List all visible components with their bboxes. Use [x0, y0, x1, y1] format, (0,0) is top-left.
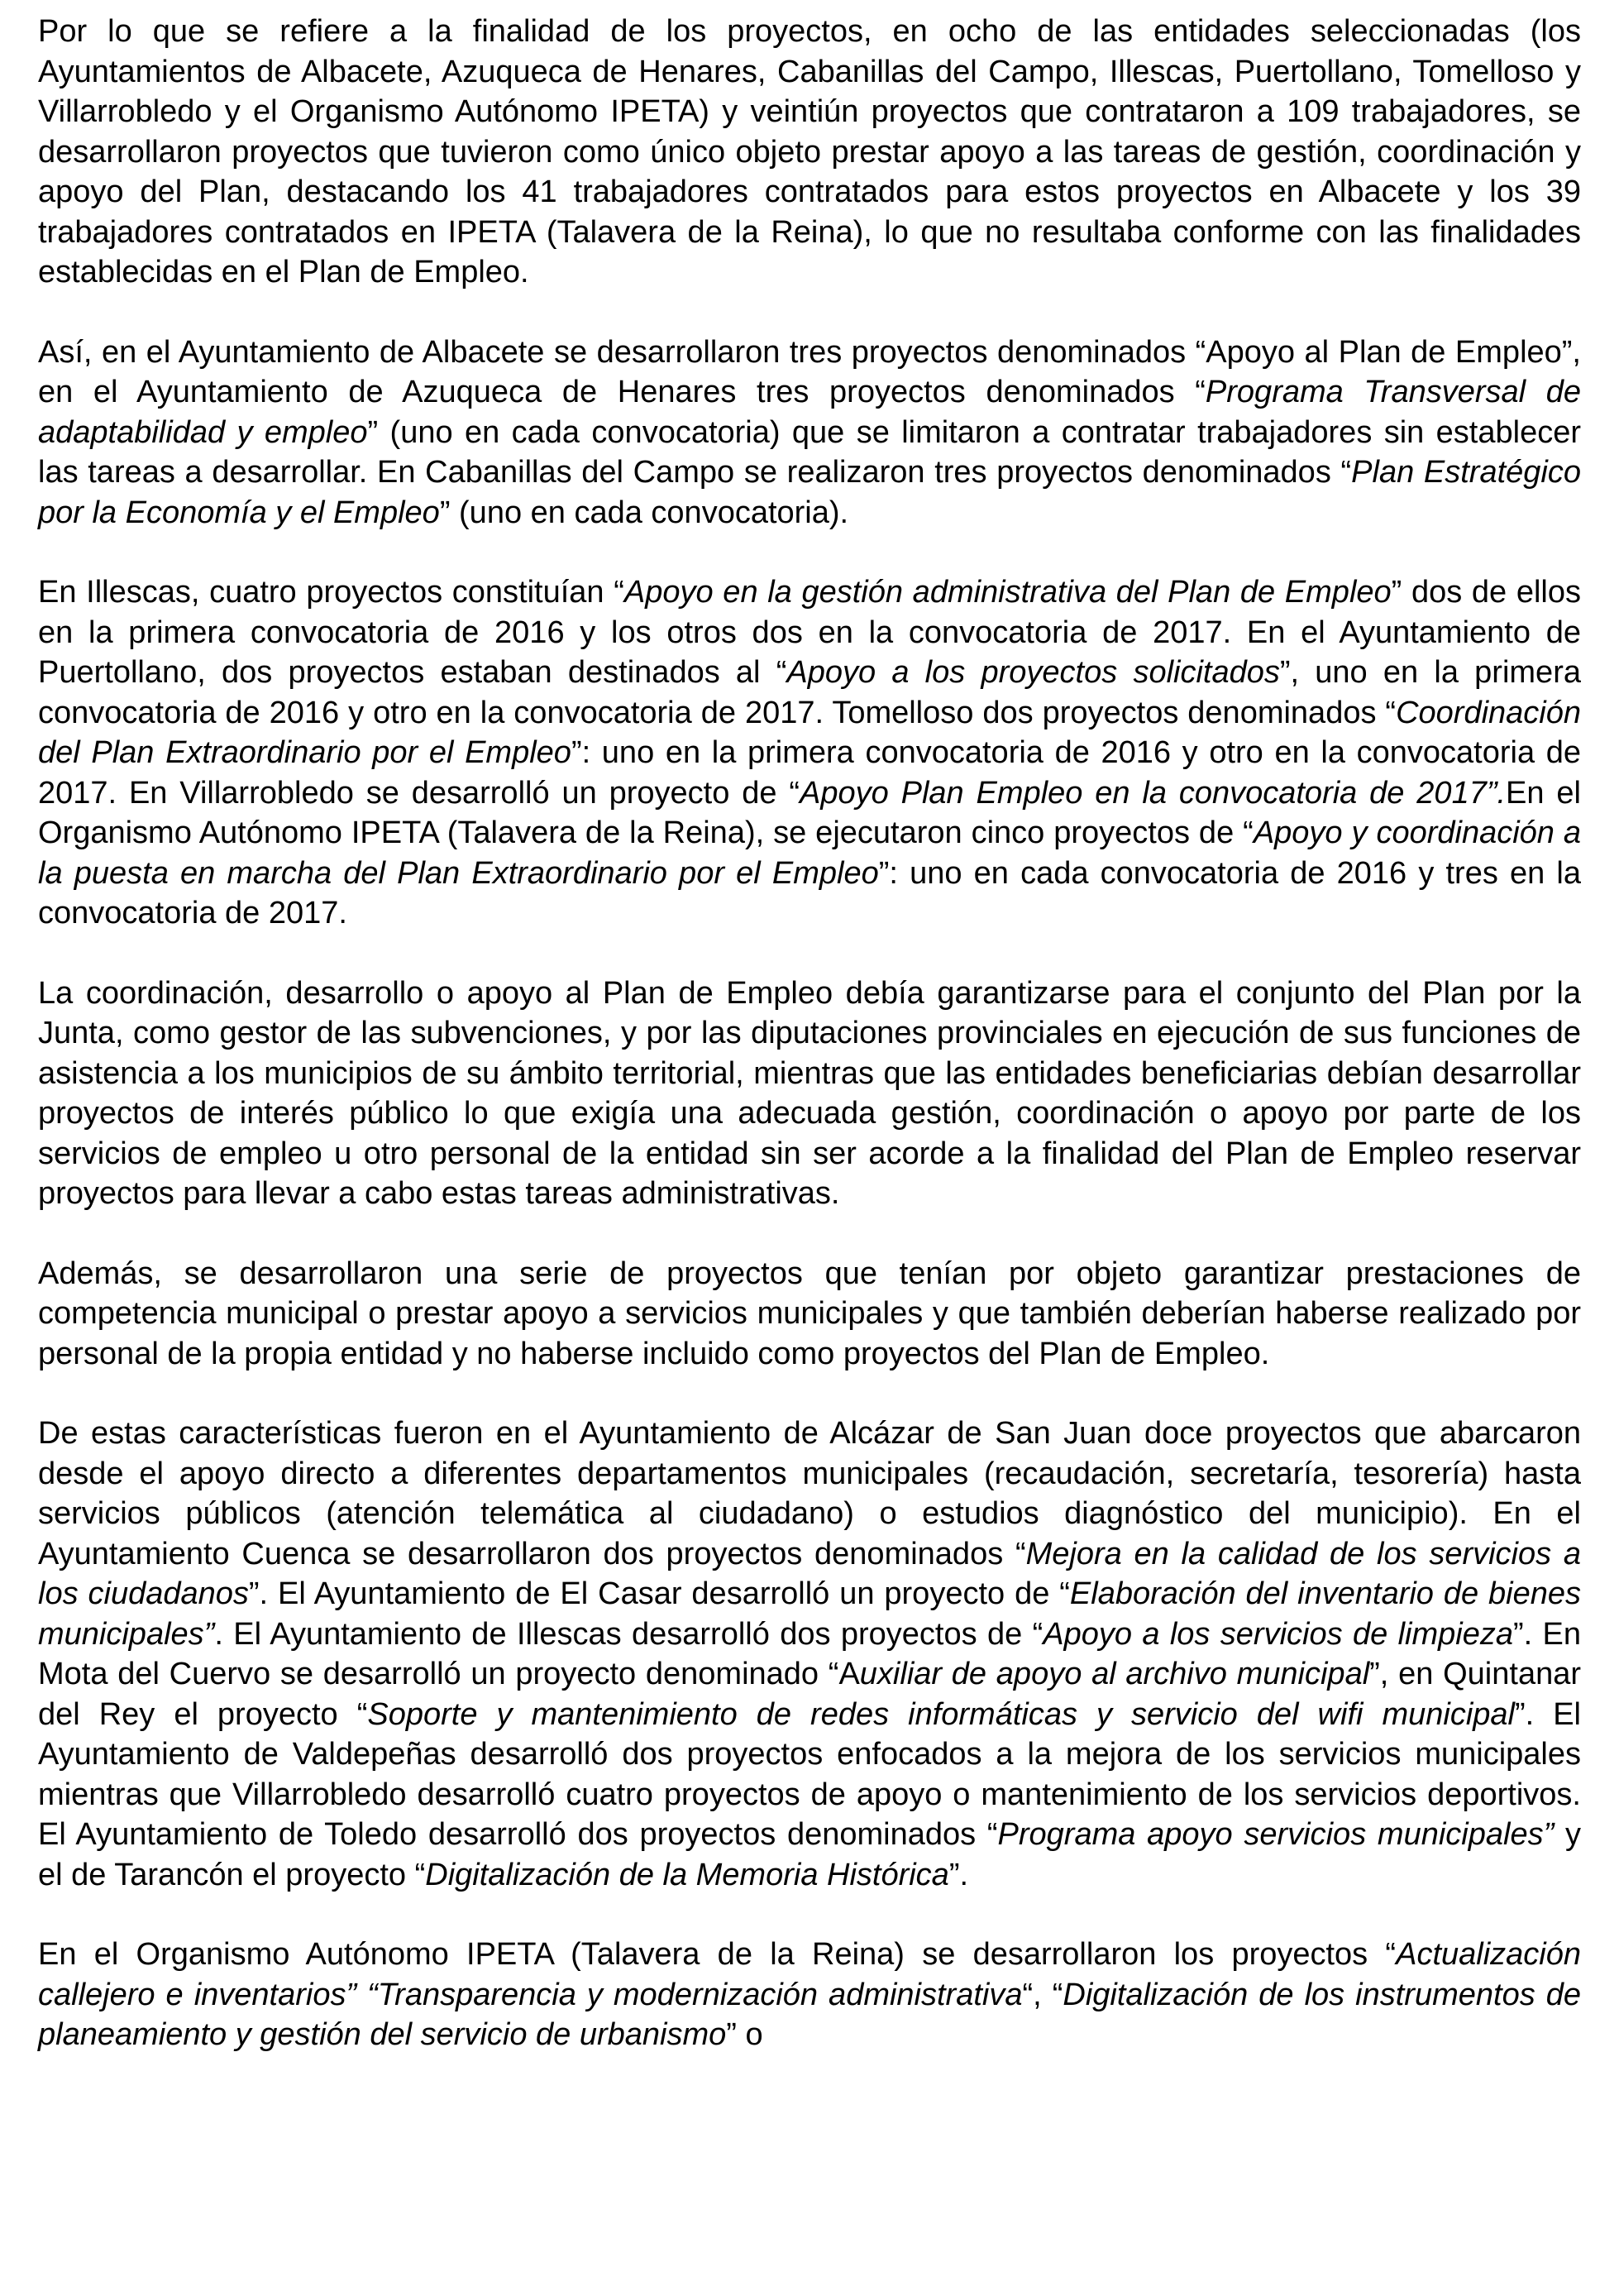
- italic-text: Actualización callejero e inventarios” “Transparencia y modernización administrativa: [38, 1937, 1581, 2012]
- italic-text: Apoyo Plan Empleo en la convocatoria de 2017”.: [800, 775, 1507, 811]
- text-segment: ”. En Mota del Cuervo se desarrolló un proyecto denominado “A: [38, 1616, 1582, 1691]
- italic-text: Coordinación del Plan Extraordinario por el Empleo: [38, 695, 1581, 770]
- text-segment: ” (uno en cada convocatoria) que se limitaron a contratar trabajadores sin establecer las tareas a desarrollar. En Cabanillas del Campo se realizaron tres proyectos denominados “: [38, 414, 1581, 490]
- paragraph: [38, 973, 1581, 1214]
- text-segment: ” o: [726, 2017, 763, 2052]
- italic-text: Mejora en la calidad de los servicios a los ciudadanos: [38, 1536, 1582, 1611]
- text-segment: ”: uno en la primera convocatoria de 2016 y otro en la convocatoria de 2017. En Villarrobledo se desarrolló un proyecto de “: [38, 735, 1581, 811]
- italic-text: Digitalización de los instrumentos de planeamiento y gestión del servicio de urbanismo: [38, 1977, 1581, 2052]
- text-segment: Por lo que se refiere a la finalidad de los proyectos, en ocho de las entidades seleccionadas (los Ayuntamientos de Albacete, Azuqueca de Henares, Cabanillas del Campo, Illescas, Puertollano, Tomelloso y Villarrobledo y el Organismo Autónomo IPETA) y veintiún proyectos que contrataron a 109 trabajadores, se desarrollaron proyectos que tuvieron como único objeto prestar apoyo a las tareas de gestión, coordinación y apoyo del Plan, destacando los 41 trabajadores contratados para estos proyectos en Albacete y los 39 trabajadores contratados en IPETA (Talavera de la Reina), lo que no resultaba conforme con las finalidades establecidas en el Plan de Empleo.: [38, 14, 1581, 289]
- text-segment: “, “: [1022, 1977, 1063, 2012]
- italic-text: Digitalización de la Memoria Histórica: [425, 1857, 949, 1892]
- text-segment: En el Organismo Autónomo IPETA (Talavera de la Reina) se desarrollaron los proyectos “: [38, 1937, 1397, 1972]
- italic-text: Programa apoyo servicios municipales”: [997, 1817, 1555, 1852]
- text-segment: Además, se desarrollaron una serie de proyectos que tenían por objeto garantizar prestaciones de competencia municipal o prestar apoyo a servicios municipales y que también deberían haberse realizado por personal de la propia entidad y no haberse incluido como proyectos del Plan de Empleo.: [38, 1256, 1581, 1371]
- text-segment: ” dos de ellos en la primera convocatoria de 2016 y los otros dos en la convocatoria de 2017. En el Ayuntamiento de Puertollano, dos proyectos estaban destinados al “: [38, 575, 1581, 690]
- document-body: [38, 12, 1581, 2055]
- italic-text: uxiliar de apoyo al archivo municipal: [859, 1657, 1370, 1691]
- italic-text: Apoyo a los servicios de limpieza: [1043, 1616, 1513, 1652]
- italic-text: Plan Estratégico por la Economía y el Empleo: [38, 455, 1581, 530]
- paragraph: [38, 1254, 1581, 1375]
- text-segment: y el de Tarancón el proyecto “: [38, 1817, 1581, 1892]
- paragraph: [38, 12, 1581, 293]
- paragraph: [38, 332, 1581, 533]
- paragraph: [38, 1935, 1581, 2055]
- text-segment: ” (uno en cada convocatoria).: [439, 495, 849, 530]
- italic-text: Elaboración del inventario de bienes municipales”: [38, 1576, 1582, 1652]
- italic-text: Apoyo a los proyectos solicitados: [786, 655, 1280, 690]
- italic-text: Soporte y mantenimiento de redes informáticas y servicio del wifi municipal: [367, 1696, 1515, 1732]
- text-segment: . El Ayuntamiento de Illescas desarrolló dos proyectos de “: [214, 1616, 1044, 1652]
- text-segment: De estas características fueron en el Ayuntamiento de Alcázar de San Juan doce proyectos que abarcaron desde el apoyo directo a diferentes departamentos municipales (recaudación, secretaría, tesorería) hasta servicios públicos (atención telemática al ciudadano) o estudios diagnóstico del municipio). En el Ayuntamiento Cuenca se desarrollaron dos proyectos denominados “: [38, 1416, 1581, 1571]
- text-segment: ”. El Ayuntamiento de Valdepeñas desarrolló dos proyectos enfocados a la mejora de los servicios municipales mientras que Villarrobledo desarrolló cuatro proyectos de apoyo o mantenimiento de los servicios deportivos. El Ayuntamiento de Toledo desarrolló dos proyectos denominados “: [38, 1696, 1582, 1852]
- paragraph: [38, 1413, 1581, 1895]
- text-segment: ”: uno en cada convocatoria de 2016 y tres en la convocatoria de 2017.: [38, 855, 1582, 930]
- text-segment: ”.: [948, 1857, 969, 1892]
- italic-text: Programa Transversal de adaptabilidad y empleo: [38, 375, 1582, 450]
- italic-text: Apoyo en la gestión administrativa del Plan de Empleo: [623, 575, 1392, 610]
- italic-text: Apoyo y coordinación a la puesta en marcha del Plan Extraordinario por el Empleo: [38, 816, 1582, 891]
- text-segment: ”. El Ayuntamiento de El Casar desarrolló un proyecto de “: [248, 1576, 1070, 1611]
- text-segment: Así, en el Ayuntamiento de Albacete se desarrollaron tres proyectos denominados “Apoyo al Plan de Empleo”, en el Ayuntamiento de Azuqueca de Henares tres proyectos denominados “: [38, 334, 1581, 409]
- text-segment: ”, uno en la primera convocatoria de 2016 y otro en la convocatoria de 2017. Tomelloso dos proyectos denominados “: [38, 655, 1581, 730]
- text-segment: En Illescas, cuatro proyectos constituían “: [38, 575, 624, 610]
- text-segment: La coordinación, desarrollo o apoyo al Plan de Empleo debía garantizarse para el conjunto del Plan por la Junta, como gestor de las subvenciones, y por las diputaciones provinciales en ejecución de sus funciones de asistencia a los municipios de su ámbito territorial, mientras que las entidades beneficiarias debían desarrollar proyectos de interés público lo que exigía una adecuada gestión, coordinación o apoyo por parte de los servicios de empleo u otro personal de la entidad sin ser acorde a la finalidad del Plan de Empleo reservar proyectos para llevar a cabo estas tareas administrativas.: [38, 975, 1581, 1211]
- paragraph: [38, 572, 1581, 934]
- text-segment: ”, en Quintanar del Rey el proyecto “: [38, 1657, 1581, 1732]
- text-segment: En el Organismo Autónomo IPETA (Talavera de la Reina), se ejecutaron cinco proyectos de “: [38, 775, 1581, 850]
